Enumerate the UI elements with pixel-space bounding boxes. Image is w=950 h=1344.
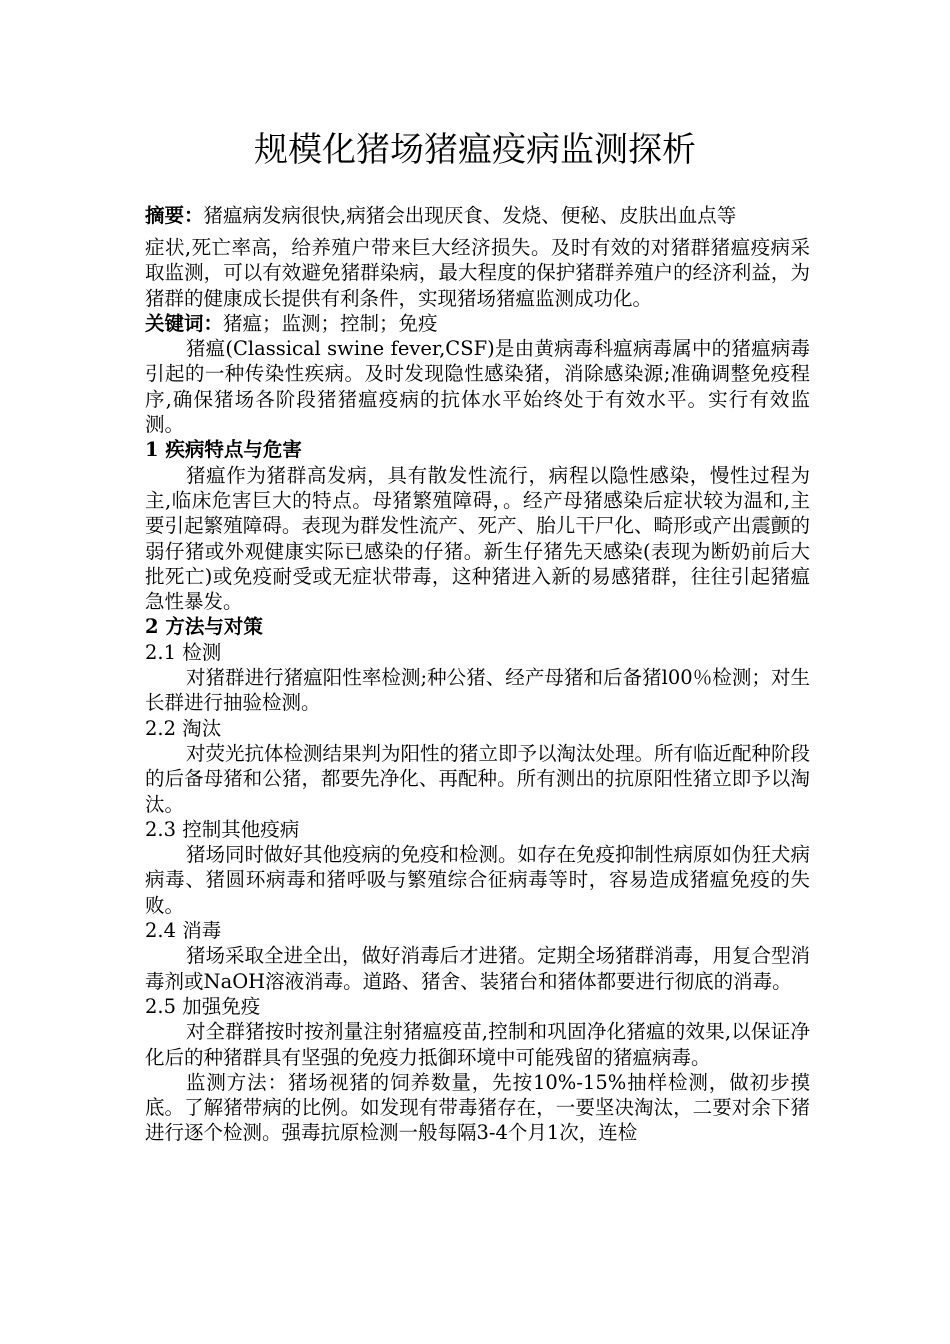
document-title: 规模化猪场猪瘟疫病监测探析 bbox=[254, 130, 696, 170]
document-body bbox=[145, 200, 810, 1146]
keywords-text: 猪瘟；监测；控制；免疫 bbox=[223, 311, 438, 335]
monitoring-method-paragraph: 监测方法：猪场视猪的饲养数量，先按10%-15%抽样检测，做初步摸底。了解猪带病的比例。如发现有带毒猪存在，一要坚决淘汰，二要对余下猪进行逐个检测。强毒抗原检测一般每隔3-4个月1次，连检 bbox=[145, 1070, 810, 1145]
subsection-2-4-paragraph: 猪场采取全进全出，做好消毒后才进猪。定期全场猪群消毒，用复合型消毒剂或NaOH溶液消毒。道路、猪舍、装猪台和猪体都要进行彻底的消毒。 bbox=[145, 944, 810, 993]
subsection-2-4-heading: 2.4 消毒 bbox=[145, 919, 222, 943]
intro-paragraph: 猪瘟(Classical swine fever,CSF)是由黄病毒科瘟病毒属中的猪瘟病毒引起的一种传染性疾病。及时发现隐性感染猪，消除感染源;准确调整免疫程序,确保猪场各阶段猪猪瘟疫病的抗体水平始终处于有效水平。实行有效监测。 bbox=[145, 337, 810, 437]
subsection-2-3-heading: 2.3 控制其他疫病 bbox=[145, 817, 300, 841]
subsection-2-3-paragraph: 猪场同时做好其他疫病的免疫和检测。如存在免疫抑制性病原如伪狂犬病病毒、猪圆环病毒和猪呼吸与繁殖综合征病毒等时，容易造成猪瘟免疫的失败。 bbox=[145, 843, 810, 917]
abstract-rest: 症状,死亡率高，给养殖户带来巨大经济损失。及时有效的对猪群猪瘟疫病采取监测，可以有效避免猪群染病，最大程度的保护猪群养殖户的经济利益，为猪群的健康成长提供有利条件，实现猪场猪瘟监测成功化。 bbox=[145, 236, 810, 310]
abstract-label: 摘要： bbox=[145, 204, 204, 227]
subsection-2-1-heading: 2.1 检测 bbox=[145, 640, 222, 664]
abstract-line1: 猪瘟病发病很快,病猪会出现厌食、发烧、便秘、皮肤出血点等 bbox=[203, 204, 737, 227]
keywords-label: 关键词： bbox=[145, 311, 224, 335]
keywords-line bbox=[145, 311, 810, 336]
subsection-2-1-paragraph: 对猪群进行猪瘟阳性率检测;种公猪、经产母猪和后备猪l00％检测；对生长群进行抽验检测。 bbox=[145, 666, 810, 715]
subsection-2-5-heading: 2.5 加强免疫 bbox=[145, 994, 261, 1018]
section2-heading: 2 方法与对策 bbox=[145, 615, 263, 639]
abstract-first-line bbox=[145, 200, 810, 231]
section1-paragraph: 猪瘟作为猪群高发病，具有散发性流行，病程以隐性感染，慢性过程为主,临床危害巨大的特点。母猪繁殖障碍，。经产母猪感染后症状较为温和,主要引起繁殖障碍。表现为群发性流产、死产、胎儿干尸化、畸形或产出震颤的弱仔猪或外观健康实际已感染的仔猪。新生仔猪先天感染(表现为断奶前后大批死亡)或免疫耐受或无症状带毒，这种猪进入新的易感猪群，往往引起猪瘟急性暴发。 bbox=[145, 463, 810, 614]
subsection-2-2-paragraph: 对荧光抗体检测结果判为阳性的猪立即予以淘汰处理。所有临近配种阶段的后备母猪和公猪，都要先净化、再配种。所有测出的抗原阳性猪立即予以淘汰。 bbox=[145, 741, 810, 816]
subsection-2-5-paragraph: 对全群猪按时按剂量注射猪瘟疫苗,控制和巩固净化猪瘟的效果,以保证净化后的种猪群具有坚强的免疫力抵御环境中可能残留的猪瘟病毒。 bbox=[145, 1020, 810, 1069]
subsection-2-2-heading: 2.2 淘汰 bbox=[145, 716, 222, 740]
section1-heading: 1 疾病特点与危害 bbox=[145, 438, 302, 462]
